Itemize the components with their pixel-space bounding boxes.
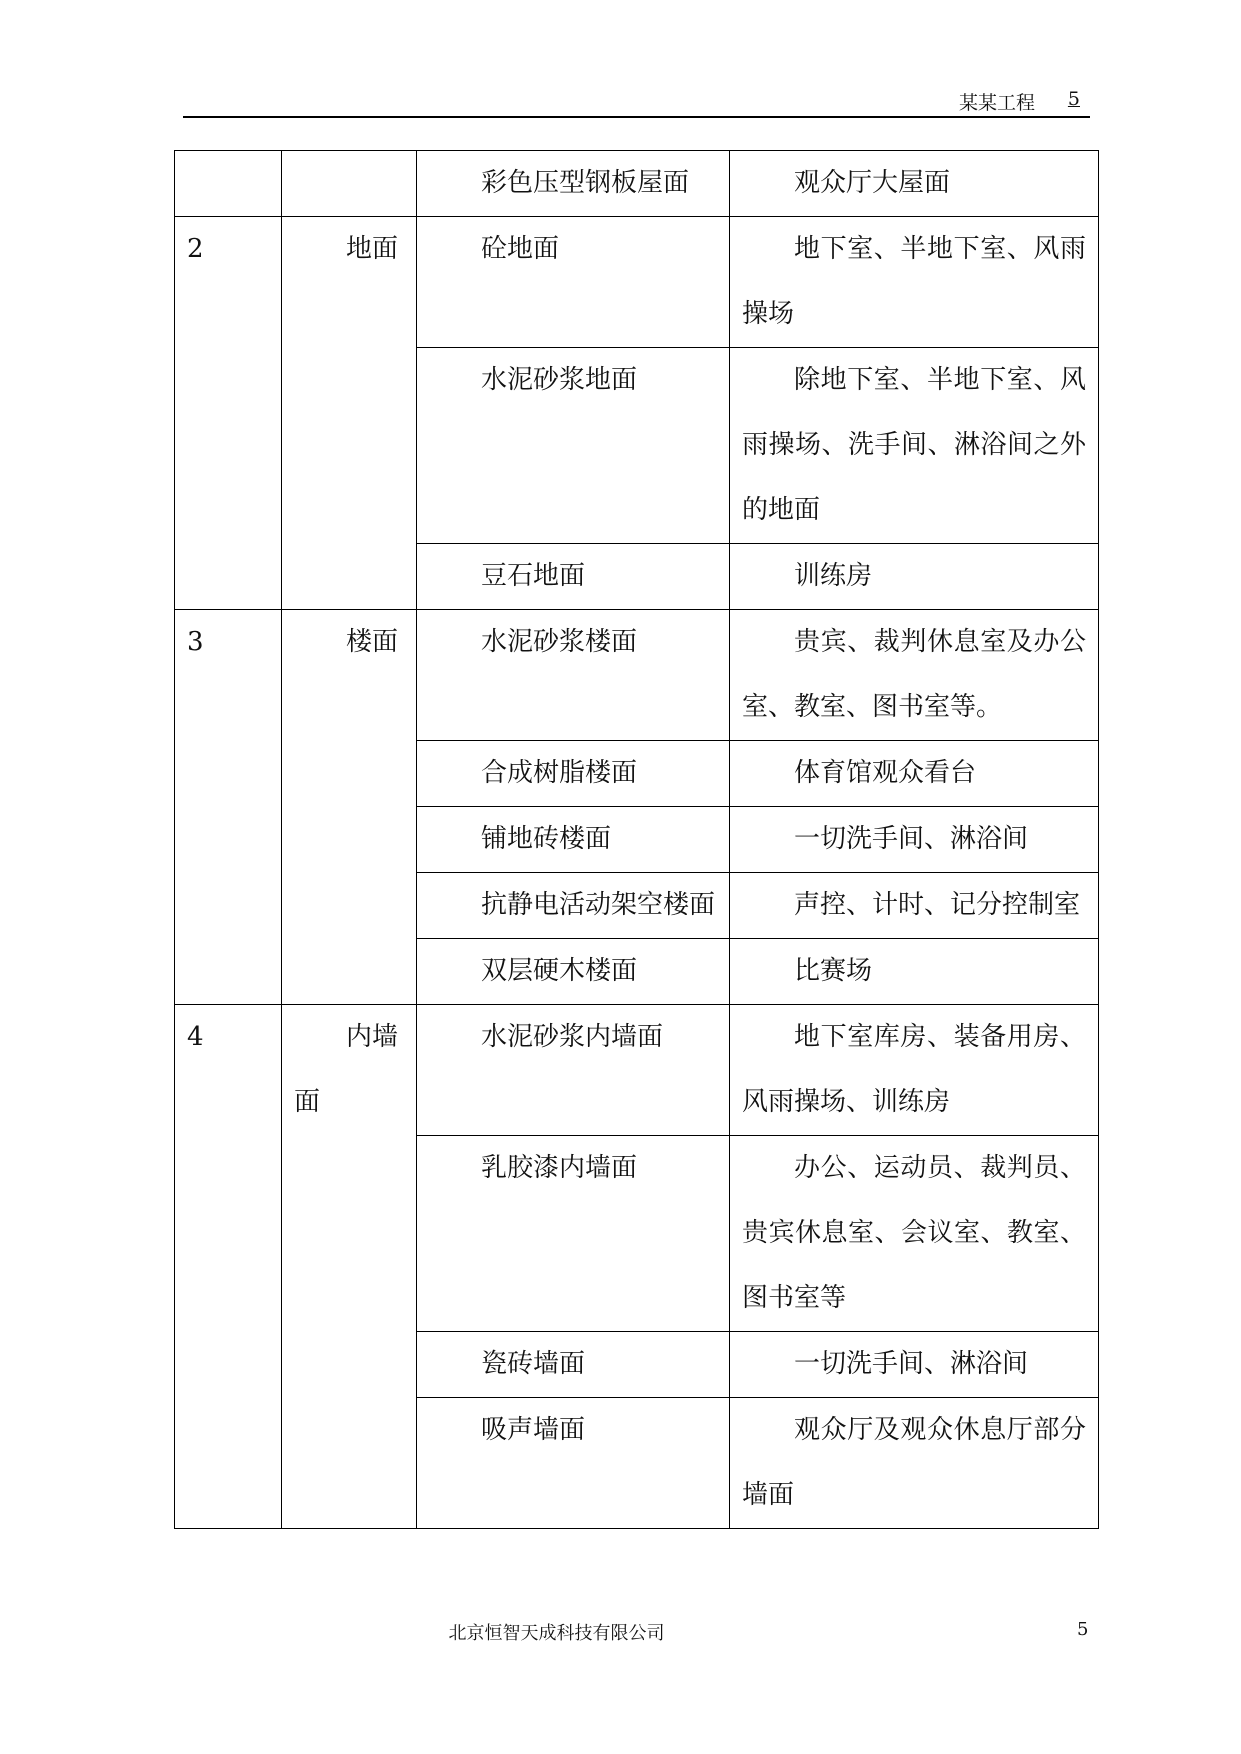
category-cell (282, 151, 417, 217)
location-cell: 地下室、半地下室、风雨操场 (730, 217, 1099, 348)
table-row (175, 217, 1099, 348)
page-header (183, 86, 1090, 118)
material-cell: 合成树脂楼面 (417, 741, 730, 807)
header-page-number: 5 (1067, 88, 1080, 110)
category-cell (282, 1005, 417, 1529)
location-cell: 体育馆观众看台 (730, 741, 1099, 807)
location-cell: 除地下室、半地下室、风雨操场、洗手间、淋浴间之外的地面 (730, 348, 1099, 544)
category-cell (282, 217, 417, 610)
material-cell: 双层硬木楼面 (417, 939, 730, 1005)
table-row (175, 1005, 1099, 1136)
materials-table (174, 150, 1099, 1529)
location-cell: 一切洗手间、淋浴间 (730, 807, 1099, 873)
location-cell: 一切洗手间、淋浴间 (730, 1332, 1099, 1398)
location-cell: 贵宾、裁判休息室及办公室、教室、图书室等。 (730, 610, 1099, 741)
category-label: 地面 (346, 234, 399, 264)
row-number: 3 (175, 610, 282, 1005)
header-title: 某某工程 (958, 92, 1035, 114)
material-cell: 铺地砖楼面 (417, 807, 730, 873)
location-cell: 训练房 (730, 544, 1099, 610)
material-cell: 吸声墙面 (417, 1398, 730, 1529)
material-cell: 水泥砂浆楼面 (417, 610, 730, 741)
material-cell: 水泥砂浆内墙面 (417, 1005, 730, 1136)
location-cell: 观众厅及观众休息厅部分墙面 (730, 1398, 1099, 1529)
location-cell: 观众厅大屋面 (730, 151, 1099, 217)
footer-company: 北京恒智天成科技有限公司 (448, 1623, 665, 1644)
category-label: 内墙面 (294, 1022, 399, 1117)
table-row (175, 151, 1099, 217)
location-cell: 比赛场 (730, 939, 1099, 1005)
table-row (175, 610, 1099, 741)
material-cell: 彩色压型钢板屋面 (417, 151, 730, 217)
material-cell: 豆石地面 (417, 544, 730, 610)
material-cell: 砼地面 (417, 217, 730, 348)
material-cell: 乳胶漆内墙面 (417, 1136, 730, 1332)
material-cell: 水泥砂浆地面 (417, 348, 730, 544)
material-cell: 抗静电活动架空楼面 (417, 873, 730, 939)
footer-page-number: 5 (1077, 1619, 1089, 1640)
row-number (175, 151, 282, 217)
material-cell: 瓷砖墙面 (417, 1332, 730, 1398)
location-cell: 声控、计时、记分控制室 (730, 873, 1099, 939)
location-cell: 地下室库房、装备用房、风雨操场、训练房 (730, 1005, 1099, 1136)
row-number: 4 (175, 1005, 282, 1529)
category-label: 楼面 (346, 627, 399, 657)
category-cell (282, 610, 417, 1005)
location-cell: 办公、运动员、裁判员、贵宾休息室、会议室、教室、图书室等 (730, 1136, 1099, 1332)
row-number: 2 (175, 217, 282, 610)
